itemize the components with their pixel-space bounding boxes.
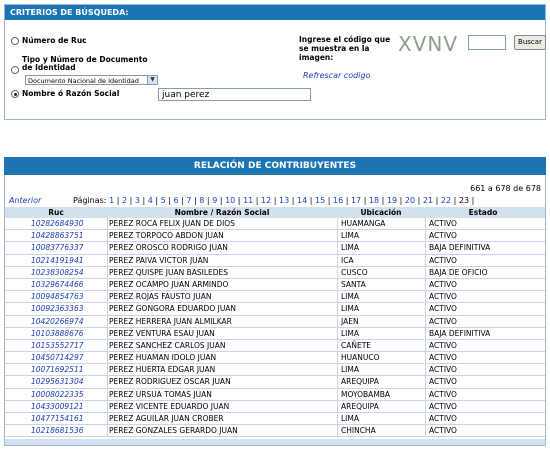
table-footer	[5, 439, 545, 445]
pages-label: Páginas:	[73, 196, 107, 205]
page-link[interactable]: 11	[243, 196, 254, 205]
location-cell: CUSCO	[341, 267, 368, 277]
search-panel	[4, 4, 546, 120]
table-row	[5, 255, 545, 267]
location-cell: ICA	[341, 255, 354, 265]
table-row	[5, 401, 545, 413]
column-divider	[425, 242, 426, 253]
location-cell: AREQUIPA	[341, 401, 379, 411]
name-cell: PEREZ OROSCO RODRIGO JUAN	[109, 243, 228, 253]
radio-name-label: Nombre ó Razón Social	[22, 89, 120, 98]
captcha-input[interactable]	[468, 35, 506, 50]
column-divider	[107, 267, 108, 278]
chevron-down-icon[interactable]: ▼	[147, 76, 157, 84]
location-cell: HUAMANGA	[341, 219, 386, 228]
column-divider	[337, 352, 338, 363]
column-divider	[337, 328, 338, 339]
name-cell: PEREZ VICENTE EDUARDO JUAN	[109, 401, 230, 411]
results-title: RELACIÓN DE CONTRIBUYENTES	[4, 157, 546, 175]
name-cell: PEREZ TORPOCO ABDON JUAN	[109, 231, 224, 241]
status-cell: ACTIVO	[429, 255, 457, 265]
ruc-link[interactable]: 10428863751	[31, 231, 84, 241]
status-cell: ACTIVO	[429, 353, 457, 363]
column-divider	[107, 303, 108, 314]
name-cell: PEREZ HUERTA EDGAR JUAN	[109, 365, 216, 375]
column-divider	[107, 413, 108, 424]
location-cell: HUANUCO	[341, 353, 380, 363]
column-divider	[425, 316, 426, 327]
column-divider	[425, 425, 426, 436]
ruc-link[interactable]: 10092363363	[31, 304, 84, 314]
radio-name[interactable]	[11, 90, 19, 98]
ruc-link[interactable]: 10433009121	[31, 401, 84, 411]
table-row	[5, 218, 545, 230]
table-row	[5, 316, 545, 328]
search-panel-title: CRITERIOS DE BÚSQUEDA:	[5, 5, 545, 20]
column-divider	[107, 364, 108, 375]
column-divider	[425, 230, 426, 241]
name-cell: PEREZ AGUILAR JUAN CROBER	[109, 414, 224, 423]
status-cell: ACTIVO	[429, 426, 457, 436]
column-divider	[425, 364, 426, 375]
ruc-link[interactable]: 10282684930	[31, 219, 84, 228]
column-divider	[107, 376, 108, 387]
ruc-link[interactable]: 10103888676	[31, 328, 84, 338]
status-cell: ACTIVO	[429, 304, 457, 314]
location-cell: MOYOBAMBA	[341, 389, 391, 399]
captcha-label: Ingrese el código que se muestra en la imagen:	[299, 35, 391, 62]
radio-document[interactable]	[11, 66, 19, 74]
ruc-link[interactable]: 10295631304	[31, 377, 84, 387]
status-cell: ACTIVO	[429, 365, 457, 375]
status-cell: ACTIVO	[429, 316, 457, 326]
table-row	[5, 242, 545, 254]
captcha-image	[397, 32, 461, 56]
column-divider	[337, 364, 338, 375]
document-type-select[interactable]	[25, 75, 158, 85]
ruc-link[interactable]: 10094854763	[31, 292, 84, 302]
ruc-link[interactable]: 10153552717	[31, 340, 84, 350]
search-button[interactable]: Buscar	[514, 35, 546, 50]
column-divider	[337, 279, 338, 290]
ruc-link[interactable]: 10329674466	[31, 279, 84, 289]
page-link[interactable]: 20	[404, 196, 416, 205]
column-divider	[107, 218, 108, 229]
name-cell: PEREZ QUISPE JUAN BASILEDES	[109, 267, 229, 277]
radio-ruc[interactable]	[11, 37, 19, 45]
location-cell: CAÑETE	[341, 340, 372, 350]
column-divider	[337, 291, 338, 302]
status-cell: ACTIVO	[429, 340, 457, 350]
table-row	[5, 279, 545, 291]
column-divider	[107, 230, 108, 241]
location-cell: LIMA	[341, 414, 359, 423]
radio-ruc-label: Número de Ruc	[22, 36, 87, 45]
name-cell: PEREZ GONZALES GERARDO JUAN	[109, 426, 238, 436]
table-row	[5, 340, 545, 352]
table-header	[5, 207, 545, 218]
column-name: Nombre / Razón Social	[174, 208, 270, 217]
name-cell: PEREZ GONGORA EDUARDO JUAN	[109, 304, 237, 314]
column-divider	[425, 352, 426, 363]
column-divider	[107, 328, 108, 339]
table-row	[5, 413, 545, 425]
name-cell: PEREZ SANCHEZ CARLOS JUAN	[109, 340, 226, 350]
page-link[interactable]: 10	[225, 196, 236, 205]
page-link[interactable]: 4	[147, 196, 153, 205]
page-link[interactable]: 6	[173, 196, 179, 205]
ruc-link[interactable]: 10238308254	[31, 267, 84, 277]
column-divider	[337, 413, 338, 424]
table-row	[5, 364, 545, 376]
ruc-link[interactable]: 10214191941	[31, 255, 84, 265]
location-cell: LIMA	[341, 231, 359, 241]
column-divider	[107, 255, 108, 266]
ruc-link[interactable]: 10477154161	[31, 414, 84, 423]
page-link[interactable]: 5	[160, 196, 166, 205]
location-cell: LIMA	[341, 304, 359, 314]
status-cell: ACTIVO	[429, 219, 457, 228]
column-divider	[107, 425, 108, 436]
column-divider	[337, 316, 338, 327]
column-divider	[425, 267, 426, 278]
table-row	[5, 230, 545, 242]
name-cell: PEREZ RODRIGUEZ OSCAR JUAN	[109, 377, 231, 387]
refresh-captcha-link[interactable]: Refrescar codigo	[303, 71, 371, 80]
status-cell: ACTIVO	[429, 389, 457, 399]
results-panel	[4, 175, 546, 446]
name-cell: PEREZ VENTURA ESAU JUAN	[109, 328, 215, 338]
location-cell: LIMA	[341, 292, 359, 302]
column-divider	[107, 389, 108, 400]
page-link[interactable]: 18	[368, 196, 380, 205]
results-range: 661 a 678 de 678	[470, 184, 541, 193]
location-cell: LIMA	[341, 328, 359, 338]
table-row	[5, 376, 545, 388]
name-cell: PEREZ PAIVA VICTOR JUAN	[109, 255, 209, 265]
location-cell: LIMA	[341, 243, 359, 253]
column-divider	[107, 352, 108, 363]
column-divider	[107, 401, 108, 412]
column-divider	[337, 255, 338, 266]
name-cell: PEREZ HUAMAN IDOLO JUAN	[109, 353, 217, 363]
ruc-link[interactable]: 10008022335	[31, 389, 84, 399]
page-link[interactable]: 14	[297, 196, 308, 205]
name-cell: PEREZ HERRERA JUAN ALMILKAR	[109, 316, 232, 326]
column-ruc: Ruc	[48, 208, 64, 217]
page-link[interactable]: 22	[440, 196, 452, 205]
ruc-link[interactable]: 10083776337	[31, 243, 84, 253]
location-cell: JAEN	[341, 316, 359, 326]
column-divider	[107, 242, 108, 253]
captcha-text: XVNV	[398, 32, 459, 56]
column-divider	[337, 242, 338, 253]
column-divider	[425, 291, 426, 302]
column-divider	[425, 413, 426, 424]
table-row	[5, 303, 545, 315]
page-link[interactable]: 7	[186, 196, 192, 205]
ruc-link[interactable]: 10450714297	[31, 353, 84, 363]
column-divider	[337, 376, 338, 387]
table-row	[5, 425, 545, 437]
column-status: Estado	[468, 208, 498, 217]
table-row	[5, 389, 545, 401]
ruc-link[interactable]: 10420266974	[31, 316, 84, 326]
status-cell: ACTIVO	[429, 292, 457, 302]
table-row	[5, 352, 545, 364]
column-divider	[425, 328, 426, 339]
column-location: Ubicación	[360, 208, 402, 217]
status-cell: ACTIVO	[429, 231, 457, 241]
column-divider	[107, 279, 108, 290]
ruc-link[interactable]: 10218681536	[31, 426, 84, 436]
column-divider	[425, 340, 426, 351]
previous-page-link[interactable]: Anterior	[9, 196, 42, 205]
radio-document-label: Tipo y Número de Documento de Identidad	[22, 55, 148, 72]
column-divider	[337, 267, 338, 278]
pagination: Páginas: 1 | 2 | 3 | 4 | 5 | 6 | 7 | 8 | 9 | 10 | 11 | 12 | 13 | 14 | 15 | 16 | 17 | 18 | 19 | 20 | 21 | 22 | 23 |	[73, 196, 475, 205]
status-cell: ACTIVO	[429, 414, 457, 423]
name-cell: PEREZ URSUA TOMAS JUAN	[109, 389, 212, 399]
status-cell: ACTIVO	[429, 377, 457, 387]
status-cell: BAJA DEFINITIVA	[429, 328, 491, 338]
page-link[interactable]: 3	[134, 196, 140, 205]
column-divider	[107, 316, 108, 327]
column-divider	[425, 218, 426, 229]
status-cell: BAJA DE OFICIO	[429, 267, 488, 277]
status-cell: BAJA DEFINITIVA	[429, 243, 491, 253]
name-input[interactable]: juan perez	[158, 88, 311, 101]
page-link[interactable]: 2	[121, 196, 128, 205]
status-cell: ACTIVO	[429, 401, 457, 411]
column-divider	[425, 389, 426, 400]
location-cell: CHINCHA	[341, 426, 376, 436]
column-divider	[337, 389, 338, 400]
name-cell: PEREZ ROCA FELIX JUAN DE DIOS	[109, 219, 235, 228]
page-link[interactable]: 8	[199, 196, 205, 205]
column-divider	[337, 218, 338, 229]
table-row	[5, 267, 545, 279]
column-divider	[337, 230, 338, 241]
document-type-value: Documento Nacional de Identidad	[28, 77, 139, 85]
table-row	[5, 291, 545, 303]
location-cell: SANTA	[341, 279, 366, 289]
page-link[interactable]: 17	[350, 196, 362, 205]
page-link[interactable]: 16	[332, 196, 344, 205]
column-divider	[107, 291, 108, 302]
results-table	[5, 218, 545, 437]
column-divider	[337, 425, 338, 436]
page-link[interactable]: 21	[422, 196, 434, 205]
column-divider	[425, 376, 426, 387]
page-link[interactable]: 19	[386, 196, 398, 205]
column-divider	[337, 303, 338, 314]
column-divider	[337, 340, 338, 351]
page-link[interactable]: 13	[279, 196, 290, 205]
name-cell: PEREZ OCAMPO JUAN ARMINDO	[109, 279, 229, 289]
name-cell: PEREZ ROJAS FAUSTO JUAN	[109, 292, 212, 302]
current-page: 23	[458, 196, 470, 205]
column-divider	[425, 255, 426, 266]
page-link[interactable]: 1	[109, 196, 115, 205]
page-link[interactable]: 15	[315, 196, 326, 205]
column-divider	[425, 279, 426, 290]
page-link[interactable]: 12	[261, 196, 272, 205]
column-divider	[425, 401, 426, 412]
ruc-link[interactable]: 10071692511	[31, 365, 84, 375]
status-cell: ACTIVO	[429, 279, 457, 289]
column-divider	[107, 340, 108, 351]
page-link[interactable]: 9	[212, 196, 218, 205]
column-divider	[425, 303, 426, 314]
location-cell: AREQUIPA	[341, 377, 379, 387]
column-divider	[337, 401, 338, 412]
location-cell: LIMA	[341, 365, 359, 375]
table-row	[5, 328, 545, 340]
